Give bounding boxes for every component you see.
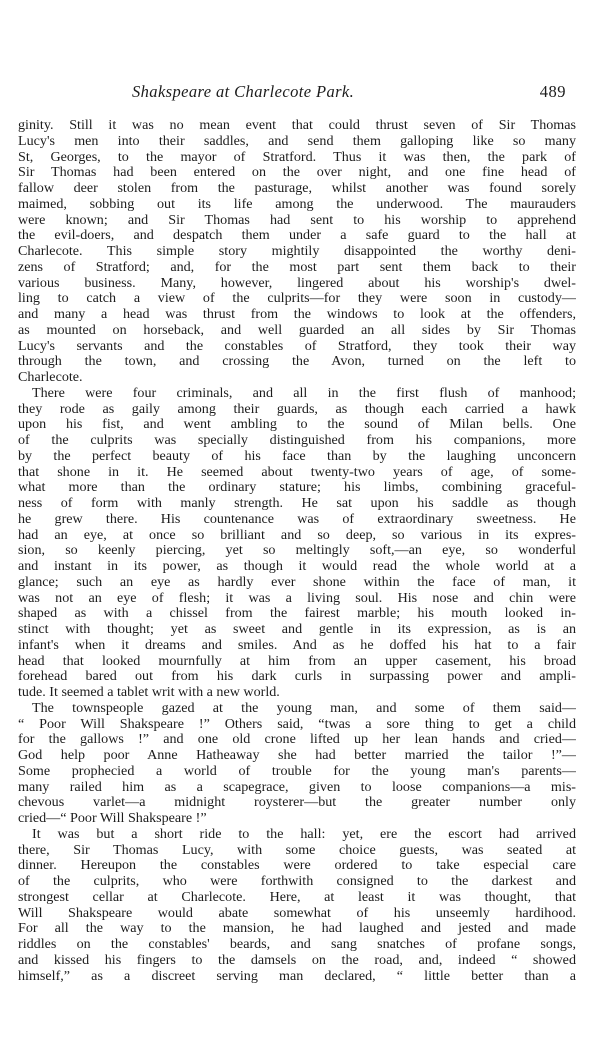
text-line: Lucy's men into their saddles, and send them galloping like so many — [18, 133, 576, 149]
text-line: riddles on the constables' beards, and sang snatches of profane songs, — [18, 937, 576, 952]
text-line: dinner. Hereupon the constables were ordered to take especial care — [18, 858, 576, 874]
text-line: strongest cellar at Charlecote. Here, at least it was thought, that — [18, 889, 576, 905]
text-line: maimed, sobbing out its life among the underwood. The maurauders — [18, 196, 576, 212]
text-line: fallow deer stolen from the pasturage, whilst another was found sorely — [18, 181, 576, 196]
text-line: head that looked mournfully at him from an upper casement, his broad — [18, 653, 576, 669]
text-line: for the gallows !” and one old crone lifted up her lean hands and cried— — [18, 732, 576, 748]
text-line: It was but a short ride to the hall: yet, ere the escort had arrived — [32, 826, 576, 842]
text-line: Charlecote. — [18, 370, 83, 385]
running-title: Shakspeare at Charlecote Park. — [132, 82, 355, 101]
text-line: “ Poor Will Shakspeare !” Others said, “twas a sore thing to get a child — [18, 716, 576, 732]
text-line: St, Georges, to the mayor of Stratford. Thus it was then, the park of — [18, 149, 576, 165]
text-line: ling to catch a view of the culprits—for they were soon in custody— — [18, 291, 576, 307]
text-line: Lucy's servants and the constables of Stratford, they took their way — [18, 338, 576, 354]
text-line: Sir Thomas had been entered on the over night, and one fine head of — [18, 165, 576, 181]
text-line: For all the way to the mansion, he had laughed and jested and made — [18, 921, 576, 937]
text-line: they rode as gaily among their guards, as though each carried a hawk — [18, 401, 576, 417]
text-line: many railed him as a scapegrace, given to loose companions—a mis- — [18, 779, 576, 795]
text-line: through the town, and crossing the Avon, turned on the left to — [18, 354, 576, 370]
text-line: as mounted on horseback, and well guarded an all sides by Sir Thomas — [18, 322, 576, 338]
text-line: infant's when it dreams and smiles. And as he doffed his hat to a fair — [18, 637, 576, 653]
book-page — [18, 0, 576, 1053]
text-line: of the culprits was specially distinguished from his companions, more — [18, 433, 576, 448]
text-line: shaped as with a chissel from the fairest marble; his mouth looked in- — [18, 606, 576, 622]
text-line: what more than the ordinary stature; his limbs, combining graceful- — [18, 480, 576, 496]
running-head — [18, 82, 576, 104]
text-line: tude. It seemed a tablet writ with a new world. — [18, 685, 280, 700]
text-line: upon his fist, and went ambling to the sound of Milan bells. One — [18, 417, 576, 433]
text-line: that shone in it. He seemed about twenty-two years of age, of some- — [18, 464, 576, 480]
text-line: The townspeople gazed at the young man, and some of them said— — [32, 700, 576, 716]
text-line: and instant in its power, as though it would read the whole world at a — [18, 559, 576, 574]
text-line: Will Shakspeare would abate somewhat of his unseemly hardihood. — [18, 905, 576, 921]
text-line: and many a head was thrust from the windows to look at the offenders, — [18, 307, 576, 322]
text-line: had an eye, at once so brilliant and so deep, so various in its expres- — [18, 527, 576, 543]
text-line: glance; such an eye as hardly ever shone within the face of man, it — [18, 574, 576, 590]
text-line: various business. Many, however, lingered about his worship's dwel- — [18, 275, 576, 291]
text-line: Charlecote. This simple story mightily disappointed the worthy deni- — [18, 244, 576, 259]
text-line: Some prophecied a world of trouble for the young man's parents— — [18, 763, 576, 779]
text-line: zens of Stratford; and, for the most part sent them back to their — [18, 259, 576, 275]
text-line: There were four criminals, and all in the first flush of manhood; — [32, 385, 576, 401]
page-number: 489 — [539, 82, 566, 101]
text-line: was not an eye of flesh; it was a living soul. His nose and chin were — [18, 590, 576, 606]
text-line: and kissed his fingers to the damsels on the road, and, indeed “ showed — [18, 952, 576, 968]
text-line: ginity. Still it was no mean event that could thrust seven of Sir Thomas — [18, 118, 576, 133]
text-line: stinct with thought; yet as sweet and gentle in its expression, as is an — [18, 622, 576, 637]
text-line: of the culprits, who were forthwith consigned to the darkest and — [18, 874, 576, 889]
text-line: himself,” as a discreet serving man declared, “ little better than a — [18, 968, 576, 984]
text-line: cried—“ Poor Will Shakspeare !” — [18, 811, 207, 826]
text-line: the evil-doers, and despatch them under a safe guard to the hall at — [18, 228, 576, 244]
text-line: he grew there. His countenance was of extraordinary sweetness. He — [18, 511, 576, 527]
body-text — [18, 118, 576, 984]
text-line: God help poor Anne Hatheaway she had better married the tailor !”— — [18, 748, 576, 763]
text-line: there, Sir Thomas Lucy, with some choice guests, was seated at — [18, 842, 576, 858]
text-line: by the perfect beauty of his face than by the laughing unconcern — [18, 448, 576, 464]
text-line: chevous varlet—a midnight roysterer—but the greater number only — [18, 795, 576, 811]
text-line: sion, so keenly piercing, yet so meltingly soft,—an eye, so wonderful — [18, 543, 576, 559]
text-line: ness of form with manly strength. He sat upon his saddle as though — [18, 496, 576, 511]
text-line: forehead bared out from his dark curls in surpassing power and ampli- — [18, 669, 576, 685]
text-line: were known; and Sir Thomas had sent to his worship to apprehend — [18, 212, 576, 228]
